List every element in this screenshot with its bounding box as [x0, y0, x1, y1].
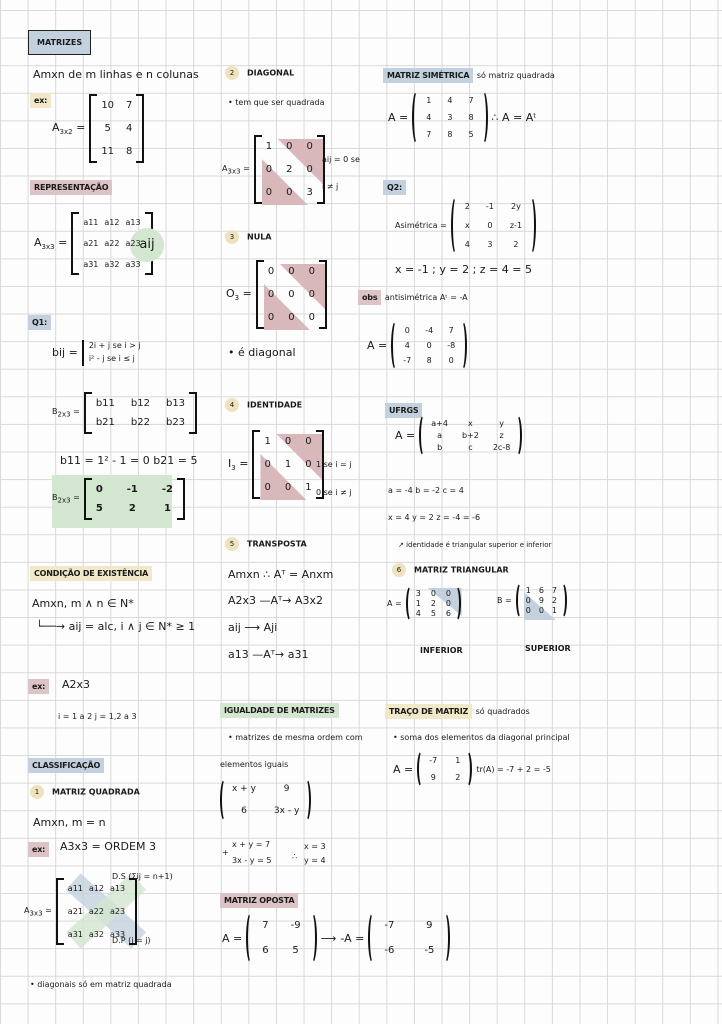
matrix-cell: a31 [83, 260, 99, 269]
matrix-cell: 2 [551, 596, 558, 605]
matrix-cell: 6 [262, 945, 269, 956]
number-badge: 4 [225, 398, 239, 412]
matrix-cell: a23 [109, 907, 126, 916]
transposta-line-2: A2x3 —Aᵀ→ A3x2 [228, 594, 324, 607]
section-title: NULA [247, 232, 272, 242]
matrix-cell: 0 [525, 596, 531, 605]
matrix-cell: -4 [425, 326, 434, 335]
matrix-cell: a12 [104, 218, 120, 227]
matrix-cell: 4 [426, 113, 432, 122]
matrix-cell: 0 [404, 326, 410, 335]
bij-cases [82, 340, 141, 366]
matrix-cell: 5 [292, 945, 299, 956]
matrix-cell: 1 [426, 96, 432, 105]
matrix-cell: 0 [284, 482, 292, 493]
arrow-icon: ⟶ [320, 931, 337, 945]
matrix-cell: 3 [415, 589, 421, 598]
matrix-cell: c [468, 443, 473, 452]
matrix-cell: y [499, 419, 504, 428]
matrix-label: $A_{3x3}$ = [24, 905, 52, 918]
quadrada-heading [30, 785, 140, 799]
lower-triangular-matrix [406, 585, 461, 622]
traco-heading [385, 704, 530, 717]
matrix-cell: 0 [445, 599, 451, 608]
matrix-cell: 2c-8 [492, 443, 511, 452]
condicao-line-2: └──→ aij = alc, i ∧ j ∈ N* ≥ 1 [36, 620, 196, 633]
section-title: MATRIZ TRIANGULAR [414, 565, 509, 575]
matrix-cell: a12 [88, 884, 104, 893]
matrix-cell: 7 [426, 130, 432, 139]
matrix-cell: 9 [426, 920, 433, 931]
matrix-cell: 3x - y [273, 806, 300, 816]
quadrada-text: Amxn, m = n [33, 816, 106, 829]
upper-triangular-matrix [516, 582, 567, 619]
inferior-label: INFERIOR [420, 646, 463, 655]
matrix-cell: b11 [95, 398, 115, 409]
upper-triangle-shade [278, 139, 324, 185]
number-badge: 1 [30, 785, 44, 799]
oposta-equation [222, 912, 450, 964]
matrix-cell: 5 [468, 130, 474, 139]
igualdade-matrix-wrap [220, 778, 311, 822]
b-matrix [84, 392, 197, 434]
matrix-cell: 9 [538, 596, 544, 605]
matrix-cell: 3 [487, 240, 493, 249]
therefore-symbol: ∴ [292, 852, 298, 861]
matrix-cell: 1 [455, 756, 461, 765]
matrix-cell: 0 [430, 589, 436, 598]
bij-definition [52, 340, 141, 366]
matrix-cell: a13 [125, 218, 141, 227]
secondary-diagonal-label: D.S (Σij = n+1) [112, 872, 173, 881]
matrix-cell: 0 [288, 266, 295, 277]
matrix-label: $A_{3x3}$ = [222, 163, 250, 176]
matrix-cell: 8 [447, 130, 453, 139]
matrix-cell: 4 [404, 341, 410, 350]
system-operator: + [222, 848, 229, 857]
matrix-cell: 0 [95, 484, 103, 495]
triangular-b-equation [497, 582, 567, 619]
matrix-cell: 2 [430, 599, 436, 608]
matrix-cell: 0 [445, 589, 451, 598]
matrix-cell: 3 [306, 187, 313, 198]
identity-equation [228, 430, 324, 499]
igualdade-heading: IGUALDADE DE MATRIZES [220, 703, 339, 718]
section-title: DIAGONAL [247, 68, 295, 78]
matrix-cell: 1 [284, 459, 292, 470]
matrix-cell: a22 [88, 907, 104, 916]
example-3-text: A3x3 = ORDEM 3 [60, 840, 156, 853]
example-tag: ex: [30, 93, 51, 108]
representacao-heading: REPRESENTAÇÃO [30, 180, 112, 195]
main-diagonal-label: D.P (i = j) [112, 936, 151, 945]
example-matrix [89, 94, 144, 163]
matrix-label: $O_3$ = [226, 286, 252, 303]
b-matrix-equation [52, 392, 197, 434]
matrix-cell: a+4 [431, 419, 448, 428]
matrix-label: A = [222, 931, 243, 945]
matrix-label: $B_{2x3}$ = [52, 407, 80, 419]
page-title: MATRIZES [28, 30, 91, 55]
matrix-label: A = [395, 429, 416, 442]
matrix-cell: 0 [267, 266, 275, 277]
matrix-cell: 0 [264, 482, 271, 493]
matrix-cell: -7 [403, 356, 412, 365]
square-matrix-equation [24, 878, 137, 945]
matrix-cell: b22 [130, 417, 150, 428]
symmetric-matrix [412, 90, 487, 145]
matrix-cell: 1 [163, 503, 171, 514]
ufrgs-matrix [419, 414, 522, 457]
matrix-cell: 9 [283, 784, 290, 794]
matrix-cell: 7 [126, 100, 133, 111]
ufrgs-tag: UFRGS [385, 403, 422, 418]
system-equation-2: 3x - y = 5 [232, 856, 272, 865]
q1-tag: Q1: [28, 315, 51, 330]
example-tag: ex: [28, 679, 49, 694]
q2-result: x = -1 ; y = 2 ; z = 4 = 5 [395, 263, 532, 276]
matrix-cell: 2 [286, 164, 293, 175]
matrix-cell: 0 [426, 341, 432, 350]
matrix-label: $A_{3x3}$ = [34, 235, 68, 252]
transposta-line-4: a13 —Aᵀ→ a31 [228, 648, 309, 661]
representation-matrix [71, 212, 152, 275]
transposta-heading [225, 537, 307, 551]
ufrgs-result-1: a = -4 b = -2 c = 4 [388, 486, 464, 495]
identity-matrix [252, 430, 323, 499]
nula-heading [225, 230, 271, 244]
matrix-minus-a [368, 912, 450, 964]
bij-case-2: i² - j se i ≤ j [88, 353, 135, 363]
matrix-a [246, 912, 316, 964]
matrix-cell: a13 [109, 884, 126, 893]
matrix-cell: 8 [426, 356, 432, 365]
traco-note: só quadrados [475, 707, 530, 716]
matrix-cell: z [499, 431, 504, 440]
matrix-cell: 0 [306, 141, 313, 152]
matrix-cell: 2 [513, 240, 519, 249]
matrix-cell: x [464, 221, 470, 230]
triangular-note: ↗ identidade é triangular superior e inferior [398, 541, 552, 549]
obs-line [358, 290, 468, 303]
traco-equation [393, 750, 551, 788]
matrix-label: $A_{3x2}$ = [52, 120, 86, 137]
matrix-cell: a11 [67, 884, 83, 893]
matrix-cell: -8 [447, 341, 456, 350]
nula-equation [226, 260, 327, 329]
superior-label: SUPERIOR [525, 644, 571, 653]
matrix-cell: a32 [88, 930, 104, 939]
antisymmetric-matrix [391, 320, 467, 371]
number-badge: 2 [225, 66, 239, 80]
q2-tag: Q2: [383, 180, 406, 195]
identity-condition-2: 0 se i ≠ j [316, 488, 352, 497]
matrix-cell: 0 [538, 606, 544, 615]
matrix-label: -A = [340, 931, 365, 945]
matrix-cell: -7 [429, 756, 438, 765]
example-tag: ex: [28, 842, 49, 857]
representation-equation [34, 212, 153, 275]
matrix-cell: 0 [448, 356, 454, 365]
traco-line-1: • soma dos elementos da diagonal principal [393, 733, 570, 742]
matrix-label: $I_3$ = [228, 456, 249, 473]
matrix-cell: 2y [511, 202, 521, 211]
matrix-cell: z-1 [509, 221, 523, 230]
b-calculation: b11 = 1² - 1 = 0 b21 = 5 [60, 454, 198, 467]
matrix-cell: 4 [126, 123, 133, 134]
matrix-cell: 0 [308, 266, 315, 277]
matrix-cell: b [437, 443, 443, 452]
section-tag: TRAÇO DE MATRIZ [385, 704, 472, 719]
transposta-line-1: Amxn ∴ Aᵀ = Anxm [228, 568, 334, 581]
simetrica-equation [388, 90, 537, 145]
matrix-cell: 5 [430, 609, 436, 618]
matrix-cell: 1 [305, 482, 312, 493]
antisimetrica-equation [367, 320, 467, 371]
matrix-cell: 5 [95, 503, 103, 514]
matrix-cell: a32 [104, 260, 120, 269]
solution-x: x = 3 [304, 842, 326, 851]
matrix-cell: -9 [290, 920, 301, 931]
upper-triangle-shade [280, 264, 326, 310]
matrix-cell: 0 [264, 459, 271, 470]
matrix-cell: 0 [288, 289, 295, 300]
section-title: IDENTIDADE [247, 400, 303, 410]
matrix-cell: 0 [267, 289, 275, 300]
matrix-cell: 9 [430, 773, 436, 782]
section-tag: MATRIZ SIMÉTRICA [383, 68, 473, 83]
diagonal-matrix [254, 135, 325, 204]
diagonal-equation [222, 135, 325, 204]
null-matrix [256, 260, 327, 329]
identidade-heading [225, 398, 302, 412]
matrix-cell: a33 [109, 930, 126, 939]
nula-note: • é diagonal [228, 346, 296, 359]
matrix-cell: 10 [101, 100, 115, 111]
matrix-cell: 0 [306, 164, 313, 175]
number-badge: 3 [225, 230, 239, 244]
matrix-cell: 1 [264, 436, 271, 447]
matrix-cell: 0 [265, 187, 273, 198]
matrix-label: B = [497, 596, 512, 605]
matrix-cell: 8 [468, 113, 474, 122]
matrix-cell: 4 [415, 609, 421, 618]
triangular-a-equation [387, 585, 461, 622]
obs-tag: obs [358, 290, 381, 305]
matrix-cell: -6 [384, 945, 395, 956]
matrix-cell: 7 [262, 920, 269, 931]
ufrgs-equation [395, 414, 522, 457]
matrix-cell: 8 [126, 146, 133, 157]
aij-highlight: aij [130, 228, 164, 262]
matrix-cell: 4 [464, 240, 470, 249]
matrix-cell: a33 [125, 260, 141, 269]
matrix-cell: 7 [448, 326, 454, 335]
matrix-cell: -2 [161, 484, 173, 495]
diagonal-condition-2: i ≠ j [322, 182, 339, 191]
bij-case-1: 2i + j se i > j [88, 341, 141, 350]
matrix-cell: 6 [445, 609, 451, 618]
solution-y: y = 4 [304, 856, 326, 865]
q2-matrix [451, 196, 536, 255]
number-badge: 5 [225, 537, 239, 551]
matrix-label: A = [367, 339, 388, 352]
q2-equation [395, 196, 536, 255]
example-2-label: A2x3 [62, 678, 91, 691]
diagonal-condition-1: aij = 0 se [322, 155, 360, 164]
matrix-cell: a23 [125, 239, 141, 248]
matrix-cell: 0 [284, 436, 292, 447]
matrix-cell: 0 [267, 312, 275, 323]
simetrica-note: só matriz quadrada [476, 71, 555, 80]
diagonal-note: • tem que ser quadrada [228, 98, 325, 107]
igualdade-matrix [220, 778, 311, 822]
matrix-cell: 0 [525, 606, 531, 615]
matrix-cell: 0 [308, 289, 315, 300]
matrix-cell: 0 [305, 436, 312, 447]
matrix-cell: -1 [485, 202, 494, 211]
bij-label: bij = [52, 346, 78, 360]
matrix-cell: 2 [128, 503, 136, 514]
matrix-cell: b+2 [461, 431, 479, 440]
example-2-text: i = 1 a 2 j = 1,2 a 3 [58, 712, 137, 721]
traco-matrix [417, 750, 472, 788]
matrix-cell: 6 [538, 586, 544, 595]
matrix-cell: x [468, 419, 473, 428]
ufrgs-result-2: x = 4 y = 2 z = -4 = -6 [388, 513, 481, 522]
matrix-cell: 6 [241, 806, 247, 816]
matrix-label: A = [388, 111, 409, 124]
matrix-cell: b12 [130, 398, 150, 409]
condicao-heading: CONDIÇÃO DE EXISTÊNCIA [30, 566, 152, 581]
section-title: MATRIZ QUADRADA [52, 787, 140, 797]
matrix-cell: b13 [165, 398, 186, 409]
matrix-cell: 11 [101, 146, 115, 157]
matrix-cell: 2 [455, 773, 461, 782]
diagonal-heading [225, 66, 294, 80]
b-result-equation [52, 478, 185, 520]
b-result-matrix [84, 478, 185, 520]
diagonais-note: • diagonais só em matriz quadrada [30, 980, 172, 989]
matrix-cell: 1 [265, 141, 273, 152]
matrix-cell: b23 [165, 417, 186, 428]
matrix-label: A = [393, 762, 414, 776]
matrix-cell: -1 [126, 484, 138, 495]
matrix-cell: -5 [424, 945, 435, 956]
matrix-cell: 0 [265, 164, 273, 175]
matrix-cell: a22 [104, 239, 120, 248]
system-equation-1: x + y = 7 [232, 840, 271, 849]
matrix-cell: 0 [308, 312, 315, 323]
matrix-cell: 7 [551, 586, 558, 595]
matrix-cell: b21 [95, 417, 115, 428]
square-matrix [56, 878, 137, 945]
matrix-label: Asimétrica = [395, 221, 447, 230]
intro-text: Amxn de m linhas e n colunas [33, 68, 199, 81]
igualdade-line-2: elementos iguais [220, 760, 289, 769]
matrix-cell: 1 [415, 599, 421, 608]
matrix-cell: 1 [551, 606, 558, 615]
triangular-heading [392, 563, 509, 577]
transposta-line-3: aij ⟶ Aji [228, 621, 278, 634]
section-title: TRANSPOSTA [247, 539, 307, 549]
condicao-line-1: Amxn, m ∧ n ∈ N* [32, 597, 134, 610]
matrix-cell: 0 [286, 187, 293, 198]
matrix-cell: 2 [464, 202, 470, 211]
identity-condition-1: 1 se i = j [316, 460, 352, 469]
matrix-cell: 1 [525, 586, 531, 595]
matrix-cell: a31 [67, 930, 83, 939]
matrix-cell: 4 [447, 96, 453, 105]
matrix-label: $B_{2x3}$ = [52, 493, 80, 505]
example-matrix-equation [52, 94, 144, 163]
matrix-cell: -7 [384, 920, 395, 931]
matrix-cell: x + y [232, 784, 256, 794]
antisimetrica-text: antisimétrica Aᵗ = -A [384, 293, 468, 302]
classificacao-heading: CLASSIFICAÇÃO [28, 758, 104, 773]
matrix-cell: 0 [286, 141, 293, 152]
matrix-cell: 0 [487, 221, 493, 230]
number-badge: 6 [392, 563, 406, 577]
matrix-cell: 7 [468, 96, 474, 105]
upper-triangle-shade [276, 434, 322, 480]
matrix-cell: 5 [104, 123, 111, 134]
matrix-cell: 0 [288, 312, 295, 323]
matrix-cell: 0 [305, 459, 312, 470]
matrix-cell: 3 [447, 113, 453, 122]
matrix-cell: a11 [83, 218, 99, 227]
matrix-cell: a21 [83, 239, 99, 248]
oposta-heading: MATRIZ OPOSTA [220, 893, 298, 908]
matrix-cell: a21 [67, 907, 83, 916]
simetrica-result: ∴ A = Aᵗ [491, 111, 537, 124]
simetrica-heading [383, 68, 555, 81]
traco-result: tr(A) = -7 + 2 = -5 [476, 764, 551, 774]
igualdade-line-1: • matrizes de mesma ordem com [228, 733, 363, 742]
matrix-cell: a [437, 431, 443, 440]
matrix-label: A = [387, 599, 402, 608]
